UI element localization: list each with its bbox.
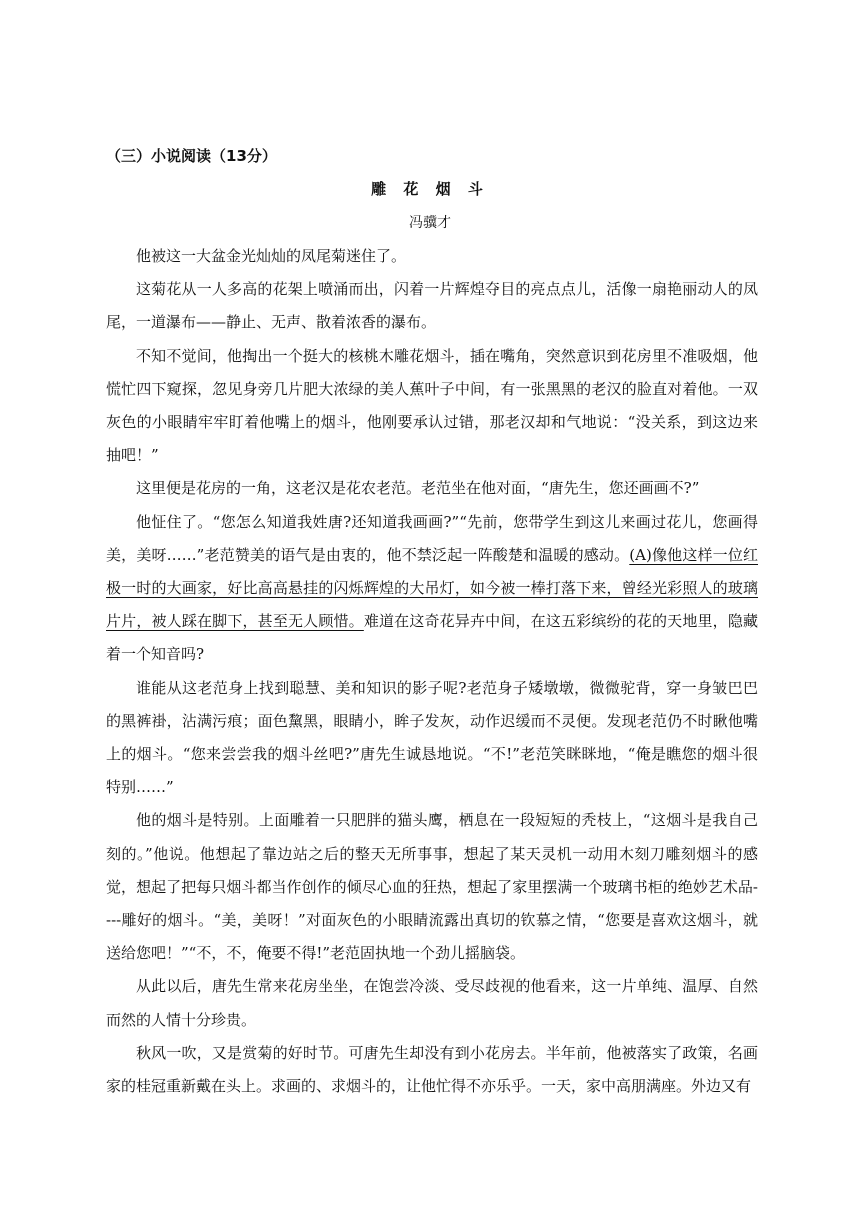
paragraph: 从此以后，唐先生常来花房坐坐，在饱尝冷淡、受尽歧视的他看来，这一片单纯、温厚、自然而然的人情十分珍贵。 — [106, 977, 758, 1029]
section-heading: （三）小说阅读（13分） — [106, 147, 277, 165]
paragraph-text: 他怔住了。“您怎么知道我姓唐?还知道我画画?”“先前，您带学生到这儿来画过花儿，您画得美，美呀……”老范赞美的语气是由衷的，他不禁泛起一阵酸楚和温暖的感动。 — [106, 512, 758, 564]
paragraph: 他被这一大盆金光灿灿的凤尾菊迷住了。 — [136, 247, 407, 265]
underlined-sentence-a: (A)像他这样一位红极一时的大画家，好比高高悬挂的闪烁辉煌的大吊灯，如今被一棒打落下来，曾经光彩照人的玻璃片片，被人踩在脚下，甚至无人顾惜。 — [106, 545, 759, 631]
paragraph: 不知不觉间，他掏出一个挺大的核桃木雕花烟斗，插在嘴角，突然意识到花房里不准吸烟，他慌忙四下窥探，忽见身旁几片肥大浓绿的美人蕉叶子中间，有一张黑黑的老汉的脸直对着他。一双灰色的小眼睛牢牢盯着他嘴上的烟斗，他刚要承认过错，那老汉却和气地说：“没关系，到这边来抽吧！” — [106, 346, 758, 465]
paragraph: 谁能从这老范身上找到聪慧、美和知识的影子呢?老范身子矮墩墩，微微驼背，穿一身皱巴巴的黑裤褂，沾满污痕；面色黧黑，眼睛小，眸子发灰，动作迟缓而不灵便。发现老范仍不时瞅他嘴上的烟斗。“您来尝尝我的烟斗丝吧?”唐先生诚恳地说。“不!”老范笑眯眯地，“俺是瞧您的烟斗很特别……” — [106, 678, 758, 797]
paragraph: 秋风一吹，又是赏菊的好时节。可唐先生却没有到小花房去。半年前，他被落实了政策，名画家的桂冠重新戴在头上。求画的、求烟斗的，让他忙得不亦乐乎。一天，家中高朋满座。外边又有 — [106, 1043, 758, 1096]
paragraph: 他的烟斗是特别。上面雕着一只肥胖的猫头鹰，栖息在一段短短的秃枝上，“这烟斗是我自己刻的。”他说。他想起了靠边站之后的整天无所事事，想起了某天灵机一动用木刻刀雕刻烟斗的感觉，想起了把每只烟斗都当作创作的倾尽心血的狂热，想起了家里摆满一个玻璃书柜的绝妙艺术品----雕好的烟斗。“美，美呀！”对面灰色的小眼睛流露出真切的钦慕之情，“您要是喜欢这烟斗，就送给您吧！”“不，不，俺要不得!”老范固执地一个劲儿摇脑袋。 — [106, 811, 758, 963]
story-title: 雕 花 烟 斗 — [371, 180, 489, 198]
paragraph: 这里便是花房的一角，这老汉是花农老范。老范坐在他对面，“唐先生，您还画画不?” — [136, 479, 700, 498]
paragraph-with-underline — [106, 506, 758, 672]
author-name: 冯骥才 — [409, 215, 451, 231]
paragraph: 这菊花从一人多高的花架上喷涌而出，闪着一片辉煌夺目的亮点点儿，活像一扇艳丽动人的凤尾，一道瀑布——静止、无声、散着浓香的瀑布。 — [106, 280, 758, 332]
story-body — [106, 240, 758, 1103]
paragraph-text: 难道在这奇花异卉中间，在这五彩缤纷的花的天地里，隐藏着一个知音吗? — [106, 612, 758, 664]
